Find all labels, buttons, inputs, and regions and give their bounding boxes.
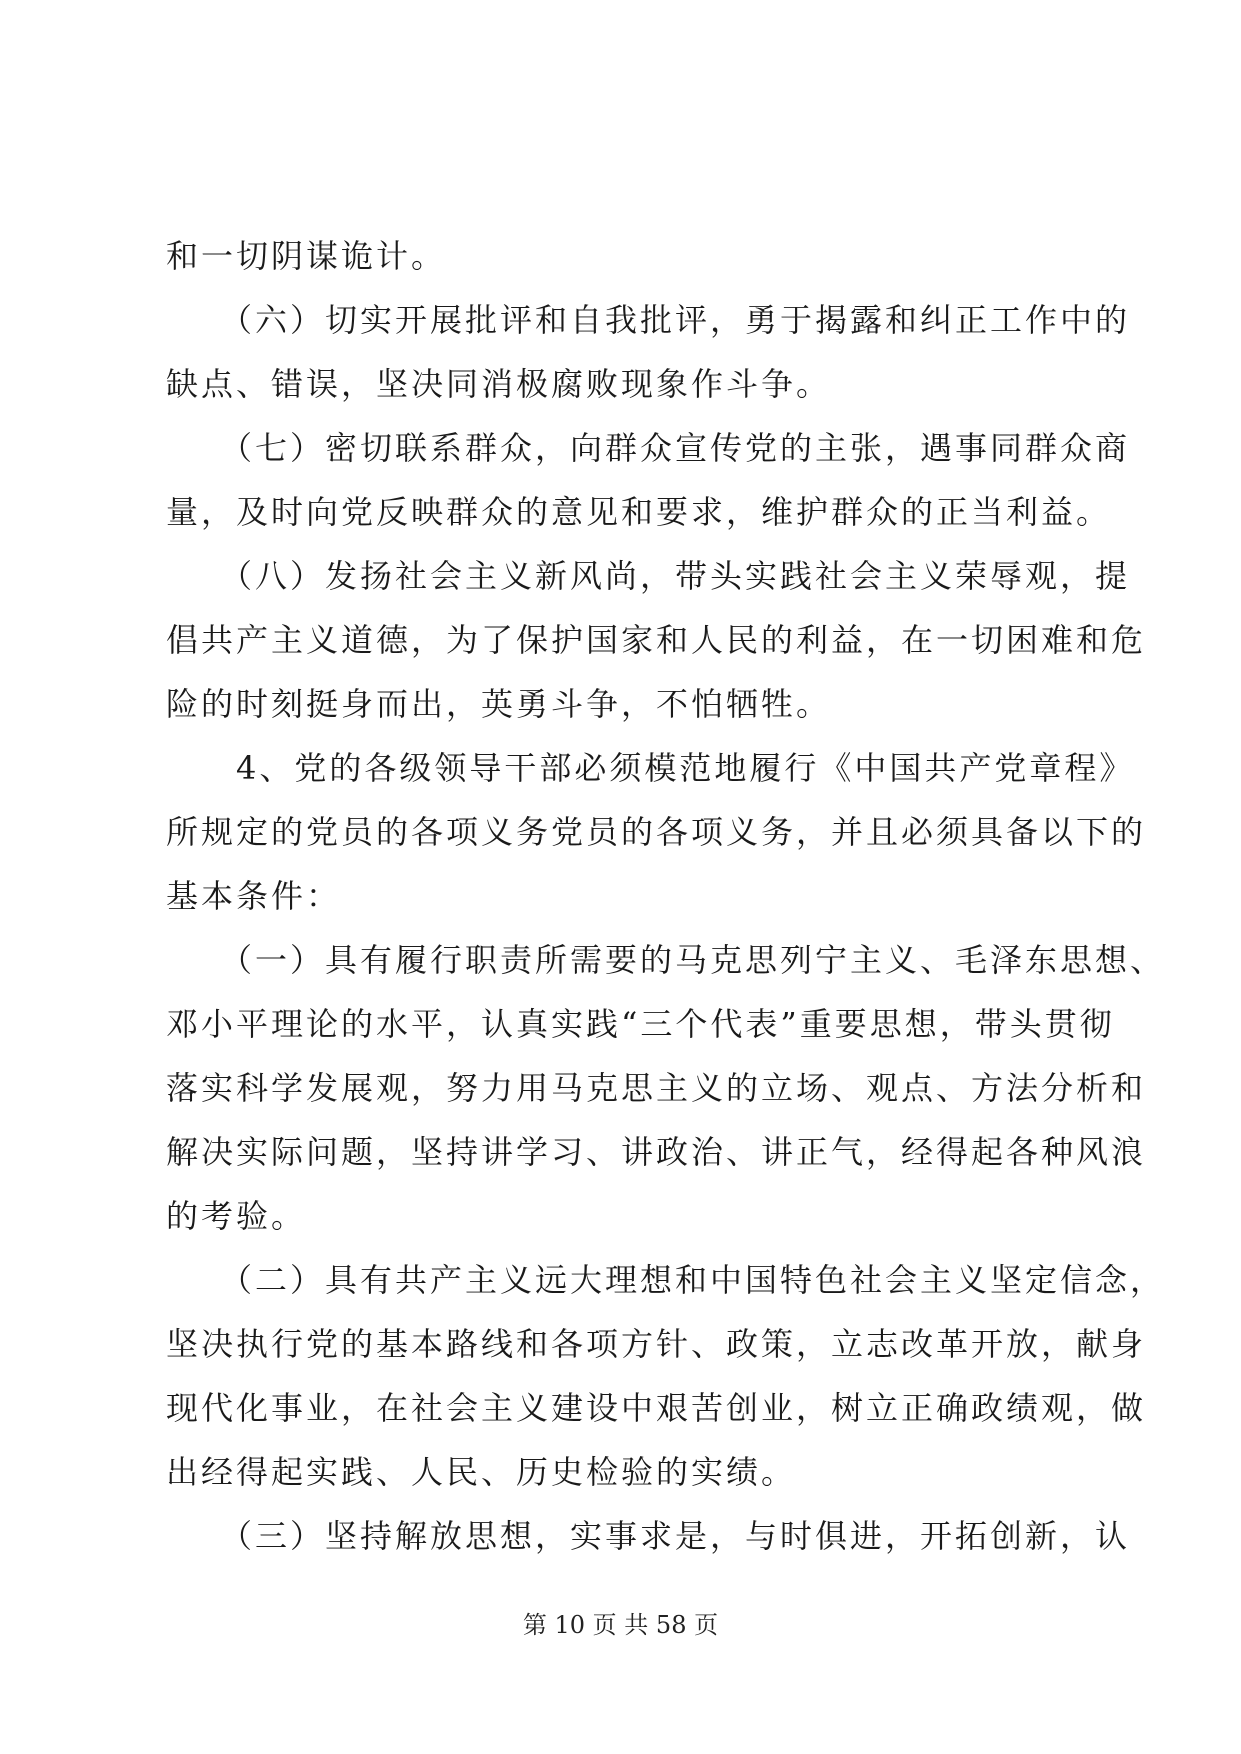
text-line: （三）坚持解放思想，实事求是，与时俱进，开拓创新，认 [166,1517,1131,1555]
text-line: 险的时刻挺身而出，英勇斗争，不怕牺牲。 [166,685,832,723]
text-line: 的考验。 [166,1197,307,1235]
text-line: 所规定的党员的各项义务党员的各项义务，并且必须具备以下的 [166,813,1147,851]
text-line: 邓小平理论的水平，认真实践“三个代表”重要思想，带头贯彻 [166,1005,1115,1043]
body-text [166,224,1166,1568]
page-number-label: 第 10 页 共 58 页 [522,1611,719,1639]
page-footer [0,1610,1241,1640]
text-line: 4、党的各级领导干部必须模范地履行《中国共产党章程》 [166,749,1135,787]
text-line: （八）发扬社会主义新风尚，带头实践社会主义荣辱观，提 [166,557,1131,595]
text-line: 和一切阴谋诡计。 [166,237,447,275]
text-line: 坚决执行党的基本路线和各项方针、政策，立志改革开放，献身 [166,1325,1147,1363]
text-line: 出经得起实践、人民、历史检验的实绩。 [166,1453,797,1491]
text-line: （六）切实开展批评和自我批评，勇于揭露和纠正工作中的 [166,301,1131,339]
text-line: 落实科学发展观，努力用马克思主义的立场、观点、方法分析和 [166,1069,1147,1107]
text-line: 基本条件： [166,877,342,915]
text-line: 现代化事业，在社会主义建设中艰苦创业，树立正确政绩观，做 [166,1389,1147,1427]
text-line: （七）密切联系群众，向群众宣传党的主张，遇事同群众商 [166,429,1131,467]
text-line: 倡共产主义道德，为了保护国家和人民的利益，在一切困难和危 [166,621,1147,659]
text-line: （二）具有共产主义远大理想和中国特色社会主义坚定信念， [166,1261,1166,1299]
text-line: 量，及时向党反映群众的意见和要求，维护群众的正当利益。 [166,493,1112,531]
text-line: 缺点、错误，坚决同消极腐败现象作斗争。 [166,365,832,403]
text-line: 解决实际问题，坚持讲学习、讲政治、讲正气，经得起各种风浪 [166,1133,1147,1171]
text-line: （一）具有履行职责所需要的马克思列宁主义、毛泽东思想、 [166,941,1166,979]
